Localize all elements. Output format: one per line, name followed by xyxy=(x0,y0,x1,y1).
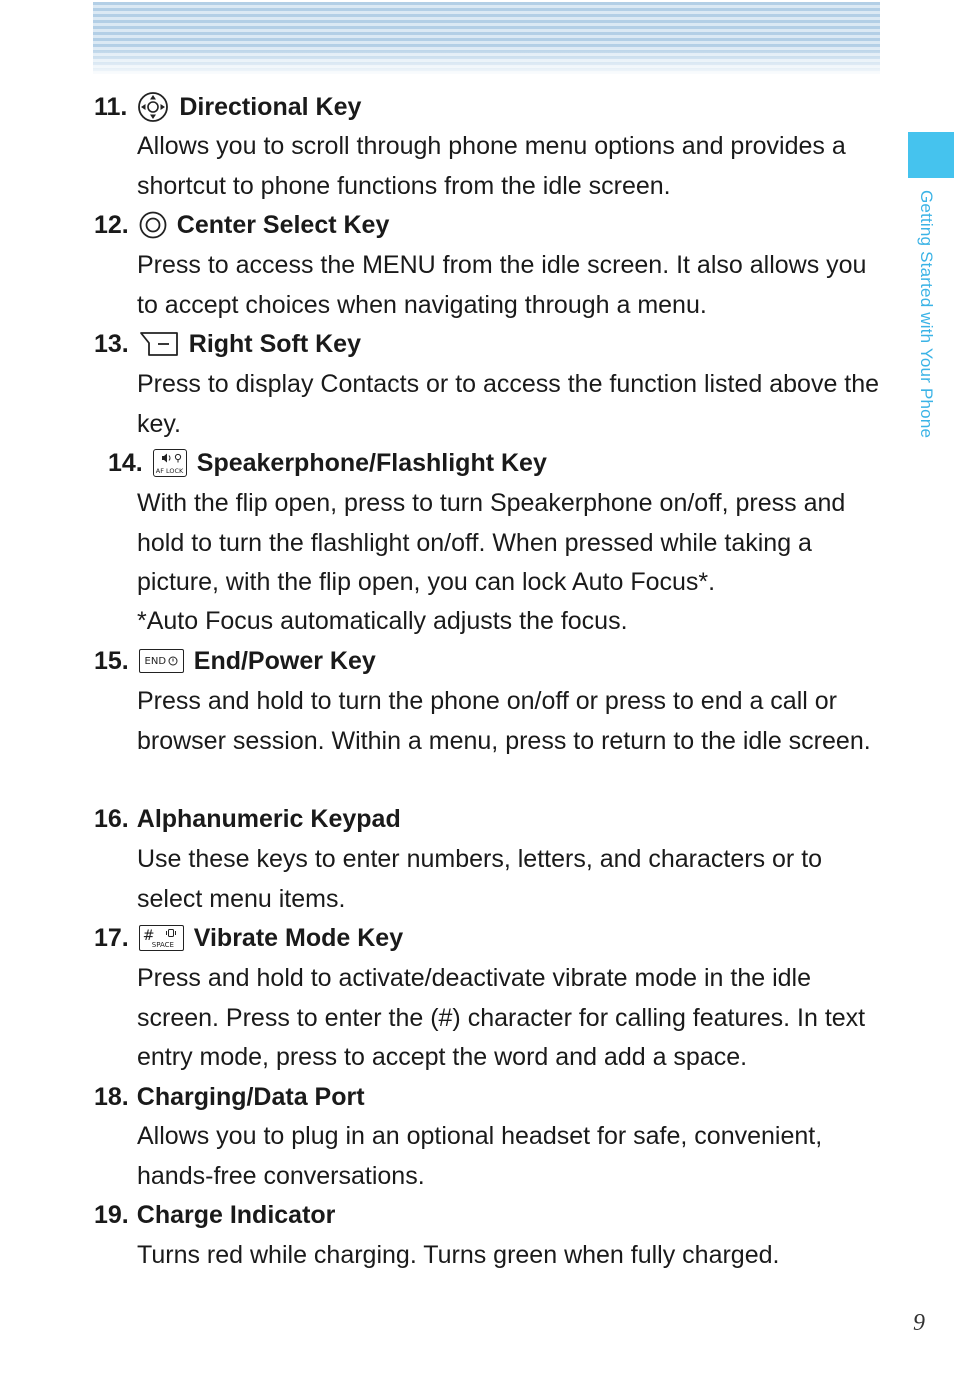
right-soft-key-icon xyxy=(139,331,179,357)
item-desc-11: Allows you to scroll through phone menu options and provides a shortcut to phone functions from the idle screen. xyxy=(137,132,846,200)
header-band xyxy=(93,2,880,74)
item-title-15 xyxy=(94,643,376,679)
item-title-11 xyxy=(94,89,361,125)
space-text: SPACE xyxy=(151,941,174,949)
item-number: 19. xyxy=(94,1200,129,1229)
item-title-17 xyxy=(94,920,403,956)
item-number: 14. xyxy=(108,448,143,477)
item-title-13 xyxy=(94,326,361,362)
chapter-tab xyxy=(908,132,954,178)
af-lock-text: AF LOCK xyxy=(155,467,184,475)
item-number: 15. xyxy=(94,646,129,675)
hash-text: # xyxy=(142,928,155,944)
item-number: 11. xyxy=(94,92,128,121)
item-desc-18: Allows you to plug in an optional headset for safe, convenient, hands-free conversations. xyxy=(137,1122,823,1190)
item-desc-14: With the flip open, press to turn Speakerphone on/off, press and hold to turn the flashlight on/off. When pressed while taking a picture, with the flip open, you can lock Auto Focus*. xyxy=(137,489,846,596)
item-title-text: Center Select Key xyxy=(176,210,390,239)
speakerphone-af-lock-key-icon xyxy=(153,449,187,477)
item-title-text: Directional Key xyxy=(179,92,362,121)
item-title-19 xyxy=(94,1197,335,1233)
item-number: 13. xyxy=(94,329,129,358)
item-desc-19: Turns red while charging. Turns green when fully charged. xyxy=(137,1241,780,1269)
end-power-key-icon xyxy=(139,649,184,673)
directional-key-icon xyxy=(137,91,169,123)
item-title-text: End/Power Key xyxy=(193,646,376,675)
item-note-14: *Auto Focus automatically adjusts the focus. xyxy=(137,607,628,635)
item-title-text: Right Soft Key xyxy=(188,329,361,358)
chapter-label: Getting Started with Your Phone xyxy=(917,190,936,439)
item-desc-15: Press and hold to turn the phone on/off or press to end a call or browser session. Within a menu, press to return to the idle screen. xyxy=(137,687,871,755)
item-desc-12: Press to access the MENU from the idle screen. It also allows you to accept choices when navigating through a menu. xyxy=(137,251,867,319)
item-title-12 xyxy=(94,207,389,243)
item-desc-16: Use these keys to enter numbers, letters, and characters or to select menu items. xyxy=(137,845,823,913)
item-number: 16. xyxy=(94,804,129,833)
item-desc-13: Press to display Contacts or to access the function listed above the key. xyxy=(137,370,880,438)
item-title-text: Vibrate Mode Key xyxy=(193,923,404,952)
item-desc-17: Press and hold to activate/deactivate vibrate mode in the idle screen. Press to enter the (#) character for calling features. In text entry mode, press to accept the word and add a space. xyxy=(137,964,866,1071)
item-number: 17. xyxy=(94,923,129,952)
center-select-key-icon xyxy=(139,211,167,239)
item-number: 18. xyxy=(94,1082,129,1111)
page-number: 9 xyxy=(913,1310,925,1336)
item-title-text: Alphanumeric Keypad xyxy=(136,804,401,833)
item-title-text: Charge Indicator xyxy=(136,1200,336,1229)
item-title-14 xyxy=(108,445,547,481)
end-key-text: END xyxy=(144,655,167,667)
item-title-16 xyxy=(94,801,401,837)
vibrate-space-key-icon xyxy=(139,925,184,951)
item-number: 12. xyxy=(94,210,129,239)
item-title-18 xyxy=(94,1079,365,1115)
item-title-text: Speakerphone/Flashlight Key xyxy=(196,448,547,477)
item-title-text: Charging/Data Port xyxy=(136,1082,365,1111)
